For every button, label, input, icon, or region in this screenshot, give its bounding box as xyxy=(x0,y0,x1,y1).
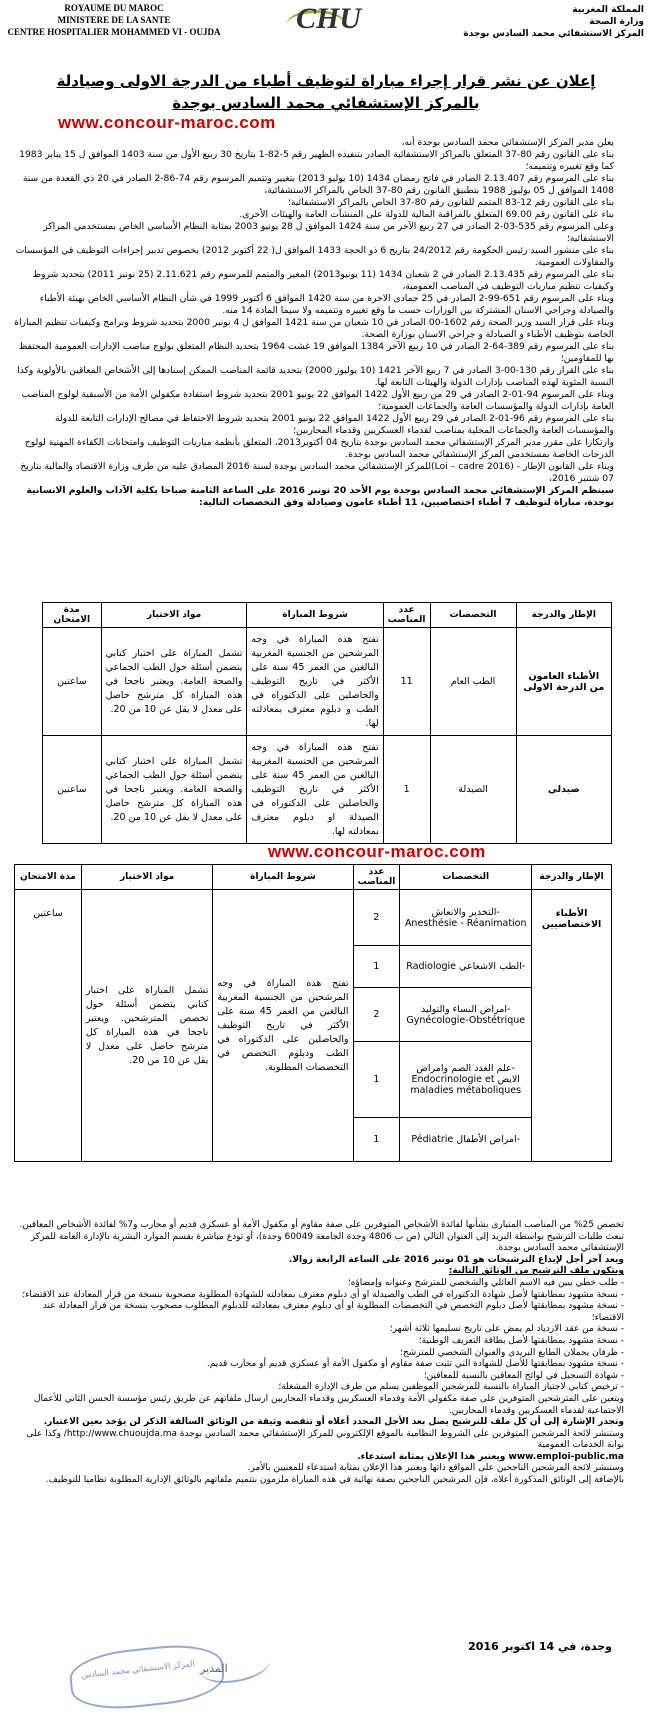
header-right-line: وزارة الصحة xyxy=(589,17,644,27)
table-specialists xyxy=(14,864,612,1162)
header-right-line: المركز الاستشفائي محمد السادس بوجدة xyxy=(463,29,644,39)
preamble-line: بناء على المرسوم رقم 2.13.435 الصادر في 2 شعبان 1434 (11 يونيو2013) المغير والمتمم للمرسوم رقم 2.11.621 (25 نونبر 2011) بتحديد شروط وكيفيات تنظيم مباريات التوظيف في المناصب العمومية، xyxy=(32,269,614,292)
table-row xyxy=(15,890,612,946)
dossier-item: - نسخة مشهود بمطابقتها للأصل للشهادة التي تثبت صفة مقاوم أو مكفول الأمة أو عسكري قديم أو محارب قديم. xyxy=(206,1359,624,1370)
dossier-item: ويتعين على المترشحين المتوفرين على صفة مكفولي الأمة وقدماء العسكريين وقدماء المحاربين ارسال ملفاتهم عن طريق رئيس مؤسسة الحسن الثاني للأعمال الاجتماعية لقدماء العسكريين وقدماء المحاربين. xyxy=(33,1393,624,1416)
cell-count: 1 xyxy=(353,1118,400,1162)
cell-count: 2 xyxy=(353,988,400,1042)
preamble-line: بناء على منشور السيد رئيس الحكومة رقم 24/2012 بتاريخ 6 ذو الحجة 1433 الموافق ل( 22 أكتوبر 2012) بخصوص تدبير إجراءات التوظيف في المؤسسات والمقاولات العمومية. xyxy=(15,245,614,268)
preamble-line: وبناء على المرسوم رقم 651-99-2 الصادر في 25 جمادى الاخرة من سنة 1420 الموافق 6 أكتوبر 1999 في شأن النظام الأساسي الخاص بهيئة الأطباء والصيادلة وجراحي الاسنان المشتركة بين الوزارات حسب ما وقع تغييره وتتميمه ولا سيما المادة 14 منه. xyxy=(39,293,614,316)
cell-specialty: -امراض النساء والتوليد Gynécologie-Obstétrique xyxy=(400,988,532,1042)
preamble-line: بناء على القانون رقم 69.00 المتعلق بالمراقبة المالية للدولة على المنشآت العامة والهيئات الأخرى. xyxy=(239,209,614,220)
cell-grade: الأطباء الاختصاصيين xyxy=(532,890,612,1162)
cell-duration: ساعتين xyxy=(43,736,102,844)
cell-subjects: تشمل المباراة على اختبار كتابي يتضمن أسئلة حول الطب الجماعي والصحة العامة. ويعتبر ناجحا في هذه المباراة كل مترشح حاصل على معدل لا يقل عن 10 من 20. xyxy=(101,628,247,736)
header-left-line: MINISTERE DE LA SANTE xyxy=(57,15,171,25)
preamble-line: بناء على القانون رقم 80-37 المتعلق بالمراكز الاستشفائية الصادر بتنفيذه الظهير رقم 5-82-1 بتاريخ 30 ربيع الأول من سنة 1403 الموافق ل 15 يناير 1983 كما وقع تغييره وتتميمه؛ xyxy=(19,149,614,172)
table-row xyxy=(43,628,612,736)
cell-conditions: تفتح هذه المباراة في وجه المرشحين من الجنسية المغربية البالغين من العمر 45 سنة على الأكثر في تاريخ التوظيف والحاصلين على الدكتوراه في الصيدلة او دبلوم معترف بمعادلته لها. xyxy=(247,736,383,844)
table-row xyxy=(43,736,612,844)
watermark-middle: www.concour-maroc.com xyxy=(268,842,486,861)
preamble-line: سينظم المركز الإستشفائي محمد السادس بوجدة يوم الأحد 20 نونبر 2016 على الساعة الثامنة صباحا بكلية الآداب والعلوم الانسانية بوجدة، مباراة لتوظيف 7 أطباء اختصاصيين، 11 أطباء عامون وصيادلة وفق التخصصات التالية: xyxy=(26,485,614,508)
logo-text: CHU xyxy=(296,2,362,35)
dossier-item: - ظرفان يحملان الطابع البريدي والعنوان الشخصي للمترشح؛ xyxy=(399,1347,624,1358)
header-left-line: CENTRE HOSPITALIER MOHAMMED VI - OUJDA xyxy=(7,27,221,37)
col-header-specialty: التخصصات xyxy=(430,603,516,628)
preamble-line: بناء على المرسوم رقم 96-01-2 الصادر في 29 ربيع الأول 1422 الموافق 22 يونيو 2001 بتحديد شروط الاحتفاظ في مصالح الإدارات التابعة للدولة والمؤسسات العامة والجماعات المحلية بمناصب لقدماء العسكريين وقدماء المحاربين؛ xyxy=(54,413,614,436)
closing-line: وستنشر لائحة المرشحين الناجحين على المواقع ذاتها ويعتبر هذا الإعلان بمثابة استدعاء للمعنيين بالأمر. xyxy=(247,1463,624,1474)
cell-specialty: -الطب الاشعاعي Radiologie xyxy=(400,946,532,988)
dossier-item: - نسخة مشهود بمطابقتها لأصل شهادة الدكتوراه في الطب والصيدلة او أي دبلوم معترف بمعادلته للشهادة المطلوبة مصحوبة بنسخة من قرار المعادلة عند الاقتضاء؛ xyxy=(22,1289,624,1300)
preamble-block xyxy=(14,137,614,509)
cell-count: 1 xyxy=(353,946,400,988)
cell-specialty: الصيدلة xyxy=(430,736,516,844)
dossier-item: - طلب خطي يبين فيه الاسم العائلي والشخصي للمترشح وعنوانه وإمضاؤه؛ xyxy=(347,1277,624,1288)
signature-label: المدير xyxy=(200,1662,228,1675)
closing-line: بالإضافة إلى الوثائق المذكورة أعلاه، فإن المرشحين الناجحين بصفة نهائية في هذه المباراة ملزمون بتتميم ملفاتهم بالوثائق الإدارية المطلوبة نظاميا للتوظيف. xyxy=(45,1475,624,1486)
preamble-line: وعلى المرسوم رقم 535-03-2 الصادر في 27 ربيع الآخر من سنة 1424 الموافق ل 28 يونيو 2003 بمثابة النظام الأساسي الخاص بمستخدمي المراكز الاستشفائية؛ xyxy=(43,221,614,244)
preamble-line: وبناء على قرار السيد وزير الصحة رقم 1602-00 الصادر في 10 شعبان من سنة 1421 الموافق ل 4 نونبر 2000 بتحديد شروط وبرامج وكيفيات تنظيم المباراة الخاصة بتوظيف الأطباء و الصيادلة و جراحي الاسنان بوزارة الصحة. xyxy=(14,317,614,340)
cell-grade: صيدلي xyxy=(516,736,611,844)
closing-line: www.emploi-public.ma ويعتبر هذا الإعلان بمثابة استدعاء. xyxy=(357,1451,624,1462)
header-left-block xyxy=(4,2,224,38)
header-right-block xyxy=(444,4,644,40)
col-header-subjects: مواد الاختبار xyxy=(81,865,212,890)
col-header-subjects: مواد الاختبار xyxy=(101,603,247,628)
page-title-line1: إعلان عن نشر قرار إجراء مباراة لتوظيف أطباء من الدرجة الاولى وصيادلة xyxy=(56,72,596,90)
cell-specialty: الطب العام xyxy=(430,628,516,736)
col-header-duration: مدة الامتحان xyxy=(43,603,102,628)
dossier-item: - نسخة مشهود بمطابقتها لأصل دبلوم التخصص في التخصصات المطلوبة او أي دبلوم معترف بمعادلته للدبلوم المطلوب مصحوب بنسخة من قرار المعادلة عند الاقتضاء؛ xyxy=(42,1301,624,1323)
chu-logo xyxy=(282,2,372,54)
preamble-line: بناء على القرار رقم 130-00-3 الصادر في 7 ربيع الآخر 1421 (10 يوليوز 2000) بتحديد قائمة المناصب الممكن إسنادها إلى الأشخاص المعاقين بالأولوية وكذا النسبة المئوية لهذه المناصب بإدارات الدولة والهيئات التابعة لها. xyxy=(17,365,614,388)
cell-conditions: تفتح هذه المباراة في وجه المرشحين من الجنسية المغربية البالغين من العمر 45 سنة على الأكثر في تاريخ التوظيف والحاصلين على الدكتوراه في الطب ودبلوم التخصص في التخصصات المطلوبة. xyxy=(213,890,353,1162)
warning-line: وتجدر الإشارة إلى أن كل ملف للترشيح يصل بعد الأجل المحدد أعلاه أو تنقصه وثيقة من الوثائق السالفة الذكر لن يؤخذ بعين الاعتبار. xyxy=(43,1417,624,1428)
stamp-text: المركز الاستشفائي محمد السادس xyxy=(80,1658,196,1680)
col-header-count: عدد المناصب xyxy=(353,865,400,890)
cell-duration: ساعتين xyxy=(43,628,102,736)
dossier-title: ويتكون ملف الترشيح من الوثائق التالية: xyxy=(448,1266,624,1277)
cell-count: 1 xyxy=(353,1042,400,1118)
col-header-count: عدد المناصب xyxy=(383,603,430,628)
cell-subjects: تشمل المباراة على اختبار كتابي يتضمن أسئلة حول الطب الجماعي والصحة العامة. ويعتبر ناجحا في هذه المباراة كل مترشح حاصل على معدل لا يقل عن 10 من 20. xyxy=(101,736,247,844)
col-header-grade: الإطار والدرجة xyxy=(516,603,611,628)
preamble-line: بناء على القانون رقم 12-83 المتمم للقانون رقم 80-37 الخاص بالمراكز الاستشفائية؛ xyxy=(288,197,614,208)
footer-para: تبعث طلبات الترشيح بواسطة البريد إلى العنوان التالي (ص ب 4806 وجدة الجامعة 60049 وجدة)، أو تودع مباشرة بقسم الموارد البشرية بالإدارة العامة للمركز الإستشفائي محمد السادس بوجدة. xyxy=(30,1231,624,1254)
cell-subjects: تشمل المباراة على اختبار كتابي يتضمن أسئلة حول تخصص المترشحين. ويعتبر ناجحا في هذه المباراة كل مترشح حاصل على معدل لا يقل عن 10 من 20. xyxy=(81,890,212,1162)
footer-block xyxy=(14,1220,624,1487)
cell-grade: الأطباء العامون من الدرجة الاولى xyxy=(516,628,611,736)
header-left-line: ROYAUME DU MAROC xyxy=(64,3,164,13)
cell-specialty: -علم الغدد الصم وامراض الايض Endocrinologie et maladies métaboliques xyxy=(400,1042,532,1118)
col-header-conditions: شروط المباراة xyxy=(247,603,383,628)
deadline-line: ويعد آخر أجل لإيداع الترشيحات هو 01 نونبر 2016 على الساعة الرابعة زوالا. xyxy=(288,1254,624,1265)
dossier-item: - نسخة مشهود بمطابقتها لأصل بطاقة التعريف الوطنية؛ xyxy=(418,1335,624,1346)
footer-para: تخصص 25% من المناصب المتبارى بشأنها لفائدة الأشخاص المتوفرين على صفة مقاوم أو مكفول الأمة أو عسكري قديم أو محارب و7% لفائدة الأشخاص المعاقين. xyxy=(19,1220,624,1230)
dossier-item: - شهادة التسجيل في لوائح المعاقين بالنسبة للمعاقين؛ xyxy=(423,1370,624,1381)
cell-duration: ساعتين xyxy=(15,890,82,1162)
table-header-row xyxy=(43,603,612,628)
date-line: وجدة، في 14 اكتوبر 2016 xyxy=(468,1640,612,1653)
col-header-grade: الإطار والدرجة xyxy=(532,865,612,890)
preamble-line: بناء على المرسوم رقم 2.13.407 الصادر في فاتح رمضان 1434 (10 يوليو 2013) بتغيير وتتميم المرسوم رقم 74-86-2 الصادر في 20 ذي القعدة من سنة 1408 الموافق ل 05 يوليوز 1988 بتطبيق القانون رقم 80-37 الخاص بالمراكز الاستشفائية، xyxy=(22,173,614,196)
table-general-practitioners xyxy=(42,602,612,844)
col-header-duration: مدة الامتحان xyxy=(15,865,82,890)
preamble-line: يعلن مدير المركز الإستشفائي محمد السادس بوجدة أنه، xyxy=(401,137,614,148)
dossier-item: - ترخيص كتابي لاجتياز المباراة بالنسبة للمرشحين الموظفين يسلم من طرف الإدارة المشغلة؛ xyxy=(278,1382,624,1393)
preamble-line: وارتكازا على مقرر مدير المركز الإستشفائي محمد السادس بوجدة بتاريخ 04 أكتوبر2013، المتعلق بأنظمة مباريات التوظيف وامتحانات الكفاءة المهنية لولوج الدرجات الخاصة بمستخدمي المركز الإستشفائي محمد السادس بوجدة. xyxy=(24,437,614,460)
preamble-line: بناء على المرسوم رقم 389-64-2 الصادر في 10 ربيع الآخر 1384 الموافق 19 غشت 1964 بتحديد النظام المتعلق بولوج مناصب الإدارات العمومية المحتفظ بها للمقاومين؛ xyxy=(18,341,614,364)
col-header-specialty: التخصصات xyxy=(400,865,532,890)
cell-count: 2 xyxy=(353,890,400,946)
table-header-row xyxy=(15,865,612,890)
col-header-conditions: شروط المباراة xyxy=(213,865,353,890)
preamble-line: وبناء على المرسوم 94-01-2 الصادر في 29 من ربيع الأول 1422 الموافق 22 يونيو 2001 بتحديد شروط استفادة مكفولي الأمة من الأسبقية لولوج المناصب العامة بإدارات الدولة والمؤسسات العامة والجماعات العمومية؛ xyxy=(21,389,614,412)
dossier-item: - نسخة من عقد الازدياد لم يمض على تاريخ تسليمها ثلاثة أشهر؛ xyxy=(389,1324,624,1335)
page-title-line2: بالمركز الإستشفائي محمد السادس بوجدة xyxy=(172,94,480,112)
cell-count: 11 xyxy=(383,628,430,736)
preamble-line: وبناء على القانون الإطار - (Loi – cadre 2016)للمركز الإستشفائي محمد السادس بوجدة لسنة 2016 المصادق عليه من طرف وزارة الاقتصاد والمالية بتاريخ 07 شتنبر 2016، xyxy=(20,461,614,484)
header-right-line: المملكة المغربية xyxy=(572,5,644,15)
cell-specialty: -التخدير والانعاش Anesthésie - Réanimation xyxy=(400,890,532,946)
watermark-top: www.concour-maroc.com xyxy=(58,113,276,132)
closing-line: وستنشر لائحة المرشحين المتوفرين على الشروط النظامية بالموقع الإلكتروني للمركز الإستشفائي محمد السادس بوجدة http://www.chuoujda.ma/ وكذا على بوابة الخدمات العمومية xyxy=(26,1428,624,1451)
cell-specialty: -امراض الأطفال Pédiatrie xyxy=(400,1118,532,1162)
cell-conditions: تفتح هذه المباراة في وجه المرشحين من الجنسية المغربية البالغين من العمر 45 سنة على الأكثر في تاريخ التوظيف والحاصلين على الدكتوراه في الطب و دبلوم معترف بمعادلته لها. xyxy=(247,628,383,736)
cell-count: 1 xyxy=(383,736,430,844)
